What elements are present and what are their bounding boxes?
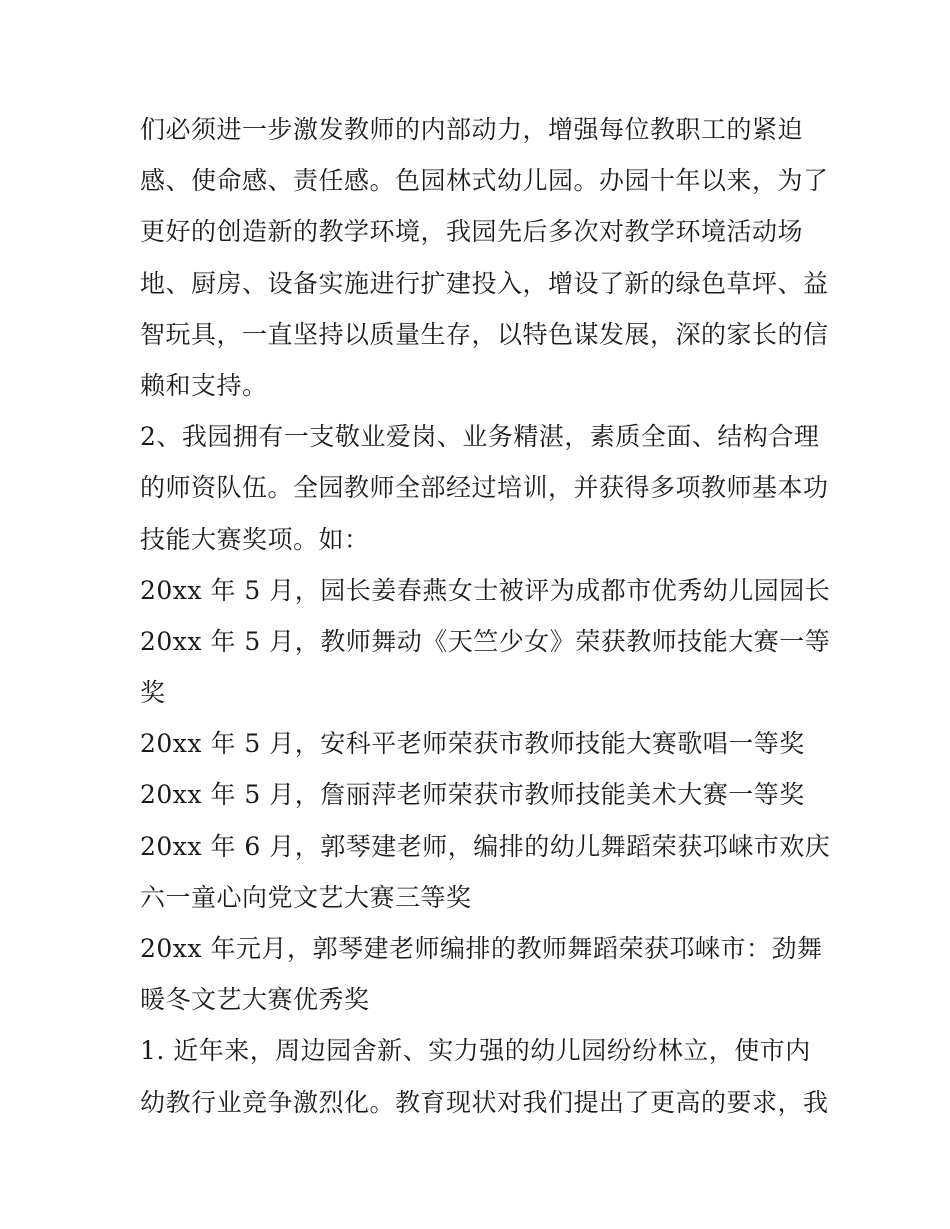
text-line: 幼教行业竞争激烈化。教育现状对我们提出了更高的要求，我 — [140, 1087, 829, 1117]
text-line: 20xx 年 5 月，教师舞动《天竺少女》荣获教师技能大赛一等 — [140, 626, 831, 656]
text-line: 20xx 年 5 月，园长姜春燕女士被评为成都市优秀幼儿园园长 — [140, 575, 831, 605]
text-line: 们必须进一步激发教师的内部动力，增强每位教职工的紧迫 — [140, 115, 804, 144]
text-line: 的师资队伍。全园教师全部经过培训，并获得多项教师基本功 — [140, 473, 829, 503]
text-line: 智玩具，一直坚持以质量生存，以特色谋发展，深的家长的信 — [140, 319, 829, 349]
text-line: 2、我园拥有一支敬业爱岗、业务精湛，素质全面、结构合理 — [140, 422, 820, 452]
text-line: 更好的创造新的教学环境，我园先后多次对教学环境活动场 — [140, 217, 804, 247]
text-line: 感、使命感、责任感。色园林式幼儿园。办园十年以来，为了 — [140, 166, 829, 196]
text-line: 地、厨房、设备实施进行扩建投入，增设了新的绿色草坪、益 — [140, 268, 829, 298]
text-line: 20xx 年 5 月，詹丽萍老师荣获市教师技能美术大赛一等奖 — [140, 780, 805, 810]
text-line: 六一童心向党文艺大赛三等奖 — [140, 882, 472, 912]
text-line: 20xx 年 5 月，安科平老师荣获市教师技能大赛歌唱一等奖 — [140, 729, 805, 759]
body-text — [140, 104, 831, 1128]
text-line: 1. 近年来，周边园舍新、实力强的幼儿园纷纷林立，使市内 — [140, 1036, 811, 1066]
text-line: 技能大赛奖项。如： — [140, 524, 370, 554]
text-line: 20xx 年元月，郭琴建老师编排的教师舞蹈荣获邛崃市：劲舞 — [140, 934, 823, 963]
text-line: 赖和支持。 — [140, 370, 268, 400]
text-line: 暖冬文艺大赛优秀奖 — [140, 985, 370, 1015]
text-line: 奖 — [140, 678, 166, 708]
text-line: 20xx 年 6 月，郭琴建老师，编排的幼儿舞蹈荣获邛崃市欢庆 — [140, 831, 831, 861]
